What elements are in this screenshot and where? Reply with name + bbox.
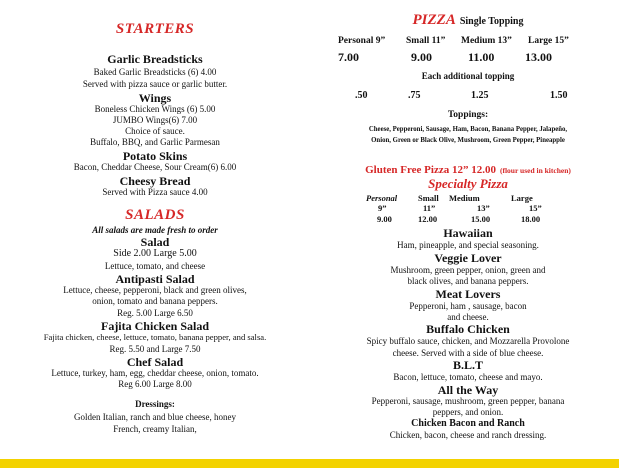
price: 7.00 xyxy=(338,50,359,64)
salads-note: All salads are made fresh to order xyxy=(92,225,218,235)
specialty-size-inch: 11” xyxy=(423,203,436,213)
specialty-line: cheese. Served with a side of blue cheese. xyxy=(392,348,544,358)
salad-line: Lettuce, turkey, ham, egg, cheddar cheese, onion, tomato. xyxy=(51,368,259,378)
salad-name: Antipasti Salad xyxy=(115,272,195,286)
specialty-price: 15.00 xyxy=(471,214,491,224)
specialty-line: Mushroom, green pepper, onion, green and xyxy=(390,265,546,275)
pizza-subtitle: Single Topping xyxy=(459,16,524,27)
salad-name: Salad xyxy=(140,235,170,249)
dressings-line: Golden Italian, ranch and blue cheese, honey xyxy=(74,412,236,422)
additional-price: .75 xyxy=(408,90,421,101)
toppings-line: Cheese, Pepperoni, Sausage, Ham, Bacon, Banana Pepper, Jalapeño, xyxy=(368,126,568,133)
salad-line: Reg 6.00 Large 8.00 xyxy=(118,379,192,389)
specialty-name: Chicken Bacon and Ranch xyxy=(411,418,525,429)
specialty-name: Buffalo Chicken xyxy=(426,322,510,336)
specialty-line: Ham, pineapple, and special seasoning. xyxy=(397,240,539,250)
additional-price: .50 xyxy=(355,90,368,101)
specialty-line: Spicy buffalo sauce, chicken, and Mozzarella Provolone xyxy=(366,336,570,346)
salad-line: Reg. 5.00 Large 6.50 xyxy=(117,308,193,318)
salad-line: Lettuce, cheese, pepperoni, black and green olives, xyxy=(63,285,247,295)
specialty-size-label: Medium xyxy=(449,193,480,203)
dressings-title: Dressings: xyxy=(135,399,175,409)
gluten-free-header xyxy=(318,161,618,177)
specialty-size-inch: 13” xyxy=(477,203,490,213)
salad-line: Fajita chicken, cheese, lettuce, tomato, banana pepper, and salsa. xyxy=(43,332,267,342)
specialty-name: All the Way xyxy=(437,383,499,397)
starter-line: Served with Pizza sauce 4.00 xyxy=(102,187,208,197)
specialty-name: Meat Lovers xyxy=(435,287,501,301)
specialty-size-label: Large xyxy=(511,193,533,203)
size-label: Small 11” xyxy=(406,36,446,46)
salads-title: SALADS xyxy=(125,207,185,223)
starter-line: JUMBO Wings(6) 7.00 xyxy=(112,115,198,125)
toppings-line: Onion, Green or Black Olive, Mushroom, Green Pepper, Pineapple xyxy=(371,137,565,144)
price: 9.00 xyxy=(411,50,432,64)
specialty-line: Pepperoni, ham , sausage, bacon xyxy=(409,301,527,311)
additional-topping-label: Each additional topping xyxy=(421,71,515,81)
pizza-header xyxy=(318,12,618,28)
specialty-price: 9.00 xyxy=(377,214,392,224)
specialty-line: Pepperoni, sausage, mushroom, green pepper, banana xyxy=(371,396,565,406)
salad-name: Fajita Chicken Salad xyxy=(100,319,209,333)
starter-line: Served with pizza sauce or garlic butter. xyxy=(82,79,228,89)
starter-line: Choice of sauce. xyxy=(125,126,185,136)
salad-line: Lettuce, tomato, and cheese xyxy=(104,261,206,271)
starter-name: Potato Skins xyxy=(122,149,188,163)
specialty-line: peppers, and onion. xyxy=(432,407,504,417)
specialty-title: Specialty Pizza xyxy=(428,176,508,191)
specialty-price: 18.00 xyxy=(521,214,541,224)
size-label: Personal 9” xyxy=(338,36,386,46)
additional-price: 1.25 xyxy=(471,90,489,101)
size-label: Large 15” xyxy=(528,36,569,46)
starters-title: STARTERS xyxy=(115,21,195,37)
specialty-name: B.L.T xyxy=(452,358,483,372)
starter-name: Wings xyxy=(138,91,172,105)
gluten-free-note: (flour used in kitchen) xyxy=(499,166,571,175)
salad-line: Reg. 5.50 and Large 7.50 xyxy=(109,344,201,354)
price: 13.00 xyxy=(525,50,552,64)
specialty-name: Veggie Lover xyxy=(434,251,502,265)
size-label: Medium 13” xyxy=(461,36,512,46)
pizza-title: PIZZA xyxy=(412,12,456,28)
starter-line: Boneless Chicken Wings (6) 5.00 xyxy=(94,104,216,114)
specialty-price: 12.00 xyxy=(418,214,438,224)
toppings-title: Toppings: xyxy=(447,110,489,120)
specialty-line: Bacon, lettuce, tomato, cheese and mayo. xyxy=(393,372,543,382)
price: 11.00 xyxy=(468,50,495,64)
specialty-line: and cheese. xyxy=(447,312,489,322)
salad-line: onion, tomato and banana peppers. xyxy=(92,296,218,306)
specialty-size-label: Small xyxy=(418,193,439,203)
specialty-line: Chicken, bacon, cheese and ranch dressing. xyxy=(389,430,547,440)
dressings-line: French, creamy Italian, xyxy=(113,424,197,434)
starter-name: Garlic Breadsticks xyxy=(107,52,203,66)
salad-name: Chef Salad xyxy=(126,355,184,369)
specialty-line: black olives, and banana peppers. xyxy=(407,276,529,286)
starter-line: Bacon, Cheddar Cheese, Sour Cream(6) 6.00 xyxy=(73,162,237,172)
starter-line: Buffalo, BBQ, and Garlic Parmesan xyxy=(90,137,220,147)
starter-name: Cheesy Bread xyxy=(119,174,191,188)
starter-line: Baked Garlic Breadsticks (6) 4.00 xyxy=(93,67,217,77)
salad-line: Side 2.00 Large 5.00 xyxy=(113,248,197,259)
specialty-size-inch: 15” xyxy=(529,203,542,213)
gluten-free-title: Gluten Free Pizza 12” 12.00 xyxy=(365,164,496,176)
additional-price: 1.50 xyxy=(550,90,568,101)
specialty-name: Hawaiian xyxy=(443,226,493,240)
specialty-size-inch: 9” xyxy=(378,203,387,213)
specialty-size-label: Personal xyxy=(366,193,398,203)
bottom-stripe xyxy=(0,459,619,468)
